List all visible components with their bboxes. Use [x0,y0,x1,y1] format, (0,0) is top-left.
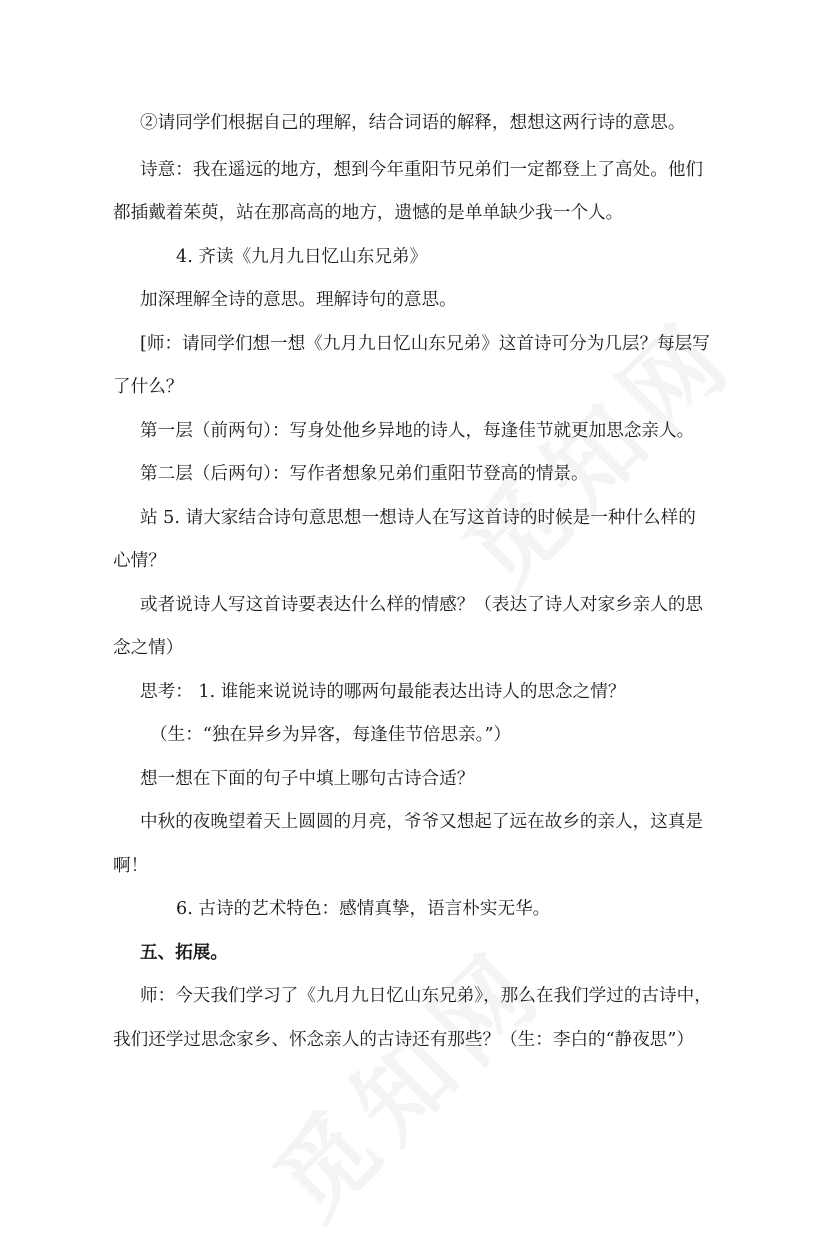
paragraph-line: 或者说诗人写这首诗要表达什么样的情感？（表达了诗人对家乡亲人的思 [140,595,704,615]
paragraph-line: 都插戴着茱萸，站在那高高的地方，遗憾的是单单缺少我一个人。 [113,203,624,223]
paragraph-line: 第二层（后两句）：写作者想象兄弟们重阳节登高的情景。 [140,464,589,484]
paragraph-line: 啊！ [113,856,149,876]
paragraph-line: 了什么？ [113,377,184,397]
paragraph-line: 诗意：我在遥远的地方，想到今年重阳节兄弟们一定都登上了高处。他们 [140,160,704,180]
paragraph-line: 思考： 1. 谁能来说说诗的哪两句最能表达出诗人的思念之情？ [140,682,626,702]
list-item: 6. 古诗的艺术特色：感情真挚，语言朴实无华。 [176,899,551,919]
list-item: 4. 齐读《九月九日忆山东兄弟》 [176,247,428,267]
paragraph-line: 第一层（前两句）：写身处他乡异地的诗人，每逢佳节就更加思念亲人。 [140,421,695,441]
paragraph-line: [师：请同学们想一想《九月九日忆山东兄弟》这首诗可分为几层？每层写 [140,334,710,354]
paragraph-line: 加深理解全诗的意思。理解诗句的意思。 [140,290,457,310]
paragraph-line: 师：今天我们学习了《九月九日忆山东兄弟》，那么在我们学过的古诗中， [140,986,712,1006]
paragraph-line: 我们还学过思念家乡、怀念亲人的古诗还有那些？（生：李白的“静夜思”） [113,1030,694,1050]
paragraph-line: 心情？ [113,551,166,571]
paragraph-line: ②请同学们根据自己的理解，结合词语的解释，想想这两行诗的意思。 [140,113,686,133]
paragraph-line: 中秋的夜晚望着天上圆圆的月亮，爷爷又想起了远在故乡的亲人，这真是 [140,812,704,832]
section-heading: 五、拓展。 [140,942,228,963]
paragraph-line: 想一想在下面的句子中填上哪句古诗合适？ [140,769,475,789]
paragraph-line: 站 5. 请大家结合诗句意思想一想诗人在写这首诗的时候是一种什么样的 [140,508,696,528]
paragraph-line: 念之情） [113,638,184,658]
paragraph-line: （生：“独在异乡为异客，每逢佳节倍思亲。”） [150,725,512,745]
